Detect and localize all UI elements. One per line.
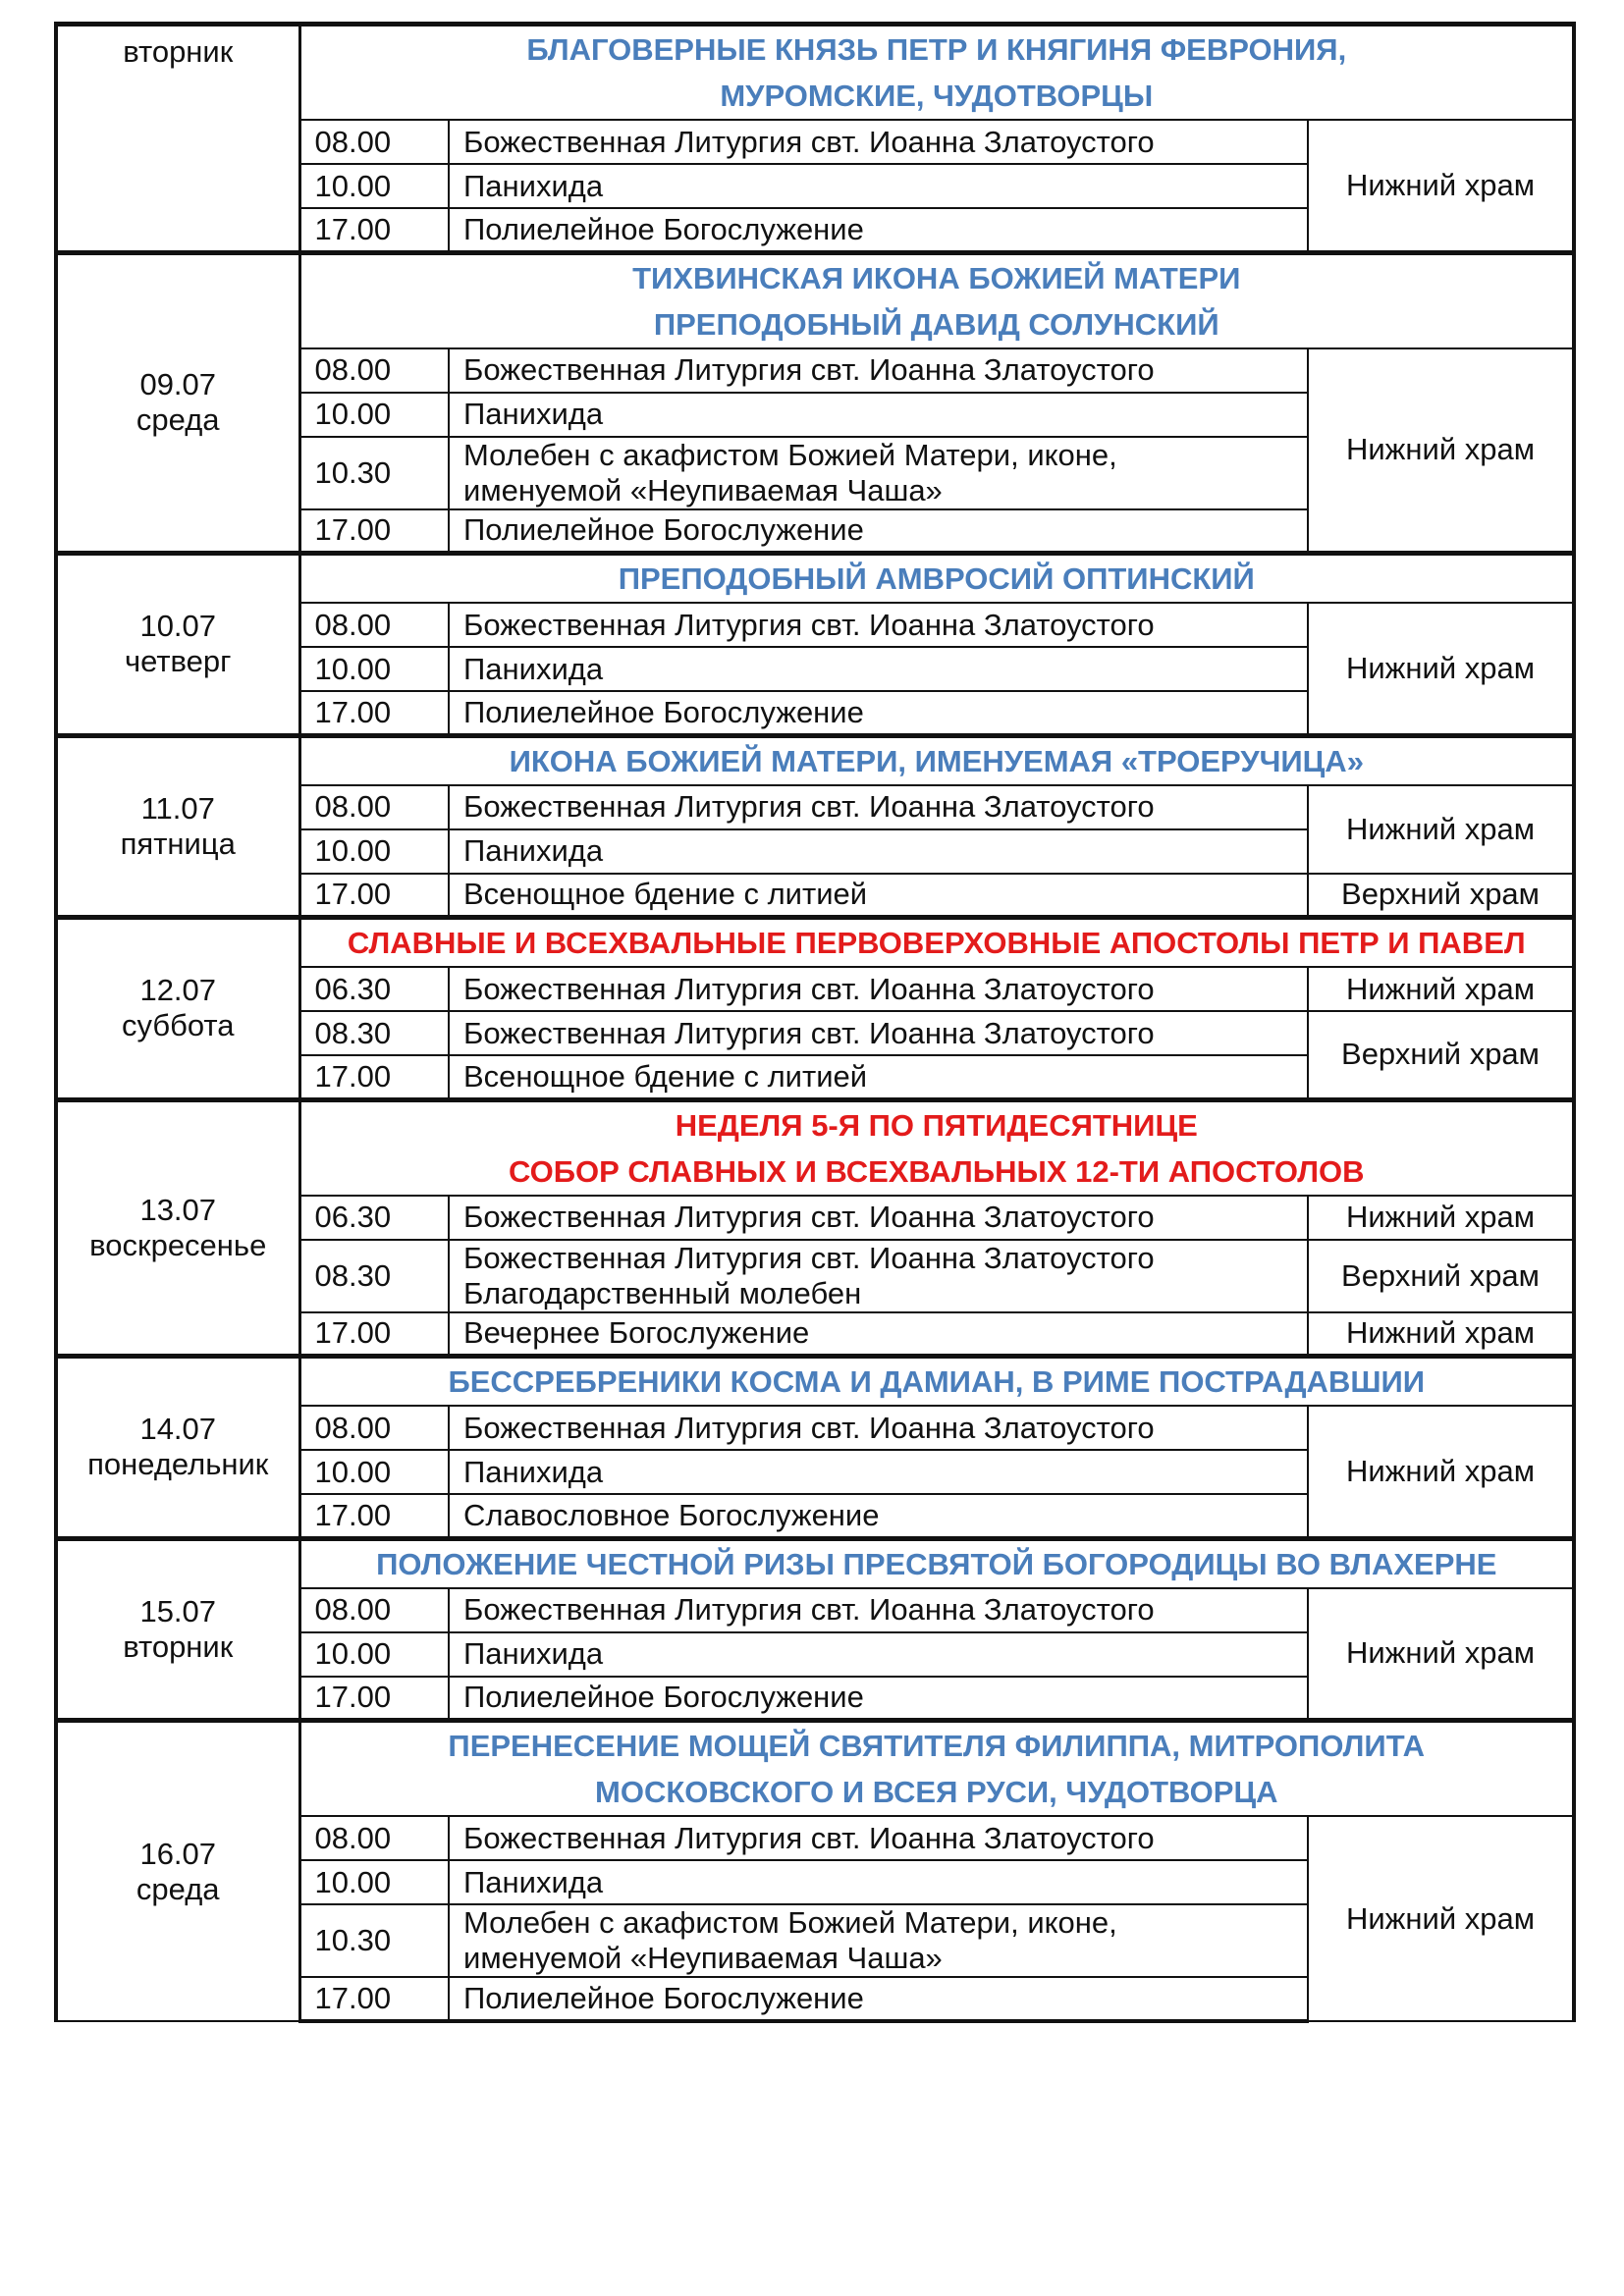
day-date: 11.07	[140, 790, 215, 826]
service-name: Божественная Литургия свт. Иоанна Златоустого	[449, 1406, 1308, 1450]
service-name: Божественная Литургия свт. Иоанна Златоустого	[449, 1196, 1308, 1240]
service-name: Панихида	[449, 829, 1308, 874]
service-place: Нижний храм	[1308, 785, 1574, 874]
service-line: Молебен с акафистом Божией Матери, иконе,	[463, 1905, 1117, 1940]
service-time: 17.00	[299, 509, 449, 554]
feast-line: БЛАГОВЕРНЫЕ КНЯЗЬ ПЕТР И КНЯГИНЯ ФЕВРОНИЯ,	[526, 32, 1347, 67]
day-weekday: понедельник	[87, 1447, 269, 1482]
service-time: 10.00	[299, 1632, 449, 1677]
service-time: 06.30	[299, 967, 449, 1011]
feast-line: НЕДЕЛЯ 5-Я ПО ПЯТИДЕСЯТНИЦЕ	[675, 1107, 1198, 1143]
service-time: 08.00	[299, 1406, 449, 1450]
service-place: Нижний храм	[1308, 1406, 1574, 1538]
day-weekday: среда	[135, 402, 220, 438]
service-name: Божественная Литургия свт. Иоанна Златоустого	[449, 785, 1308, 829]
service-name	[449, 437, 1308, 509]
service-name: Божественная Литургия свт. Иоанна Златоустого	[449, 603, 1308, 647]
service-name	[449, 1904, 1308, 1977]
service-name: Божественная Литургия свт. Иоанна Златоустого	[449, 120, 1308, 164]
service-time: 17.00	[299, 1677, 449, 1721]
service-place: Нижний храм	[1308, 120, 1574, 252]
service-time: 17.00	[299, 874, 449, 918]
service-time: 17.00	[299, 1055, 449, 1099]
service-place: Нижний храм	[1308, 603, 1574, 735]
service-line: Божественная Литургия свт. Иоанна Златоустого	[463, 1240, 1155, 1275]
service-name: Полиелейное Богослужение	[449, 509, 1308, 554]
service-place: Нижний храм	[1308, 1588, 1574, 1721]
day-cell	[56, 1721, 299, 2022]
feast-line: МУРОМСКИЕ, ЧУДОТВОРЦЫ	[720, 79, 1154, 113]
day-weekday: вторник	[123, 1629, 234, 1664]
service-time: 10.00	[299, 1450, 449, 1494]
day-cell	[56, 25, 299, 253]
service-time: 10.30	[299, 1904, 449, 1977]
feast-title	[299, 1357, 1574, 1407]
service-place: Верхний храм	[1308, 1240, 1574, 1312]
service-name: Панихида	[449, 1450, 1308, 1494]
service-place: Нижний храм	[1308, 348, 1574, 554]
feast-line: МОСКОВСКОГО И ВСЕЯ РУСИ, ЧУДОТВОРЦА	[595, 1775, 1278, 1809]
feast-line: ИКОНА БОЖИЕЙ МАТЕРИ, ИМЕНУЕМАЯ «ТРОЕРУЧИЦА»	[509, 743, 1364, 778]
service-name: Вечернее Богослужение	[449, 1312, 1308, 1357]
service-place: Нижний храм	[1308, 1196, 1574, 1240]
day-block	[56, 1721, 1574, 2022]
day-cell	[56, 554, 299, 736]
day-weekday: среда	[135, 1871, 220, 1906]
day-weekday: суббота	[121, 1008, 235, 1043]
service-place: Верхний храм	[1308, 874, 1574, 918]
day-weekday: воскресенье	[89, 1227, 267, 1262]
feast-title	[299, 252, 1574, 348]
service-time: 08.00	[299, 120, 449, 164]
service-time: 08.00	[299, 1816, 449, 1860]
day-cell	[56, 1099, 299, 1357]
day-date: 10.07	[139, 609, 217, 644]
feast-title	[299, 1099, 1574, 1196]
service-place: Нижний храм	[1308, 1312, 1574, 1357]
feast-title	[299, 1538, 1574, 1588]
feast-title	[299, 1721, 1574, 1817]
feast-line: СОБОР СЛАВНЫХ И ВСЕХВАЛЬНЫХ 12-ТИ АПОСТОЛОВ	[509, 1153, 1365, 1189]
service-time: 17.00	[299, 208, 449, 252]
service-place: Нижний храм	[1308, 967, 1574, 1011]
service-line: именуемой «Неупиваемая Чаша»	[463, 472, 943, 507]
service-line: Благодарственный молебен	[463, 1275, 862, 1310]
day-cell	[56, 1357, 299, 1539]
service-time: 08.30	[299, 1011, 449, 1055]
service-line: именуемой «Неупиваемая Чаша»	[463, 1941, 943, 1975]
feast-title	[299, 918, 1574, 968]
service-name: Божественная Литургия свт. Иоанна Златоустого	[449, 348, 1308, 393]
service-time: 17.00	[299, 1977, 449, 2021]
feast-line: ПЕРЕНЕСЕНИЕ МОЩЕЙ СВЯТИТЕЛЯ ФИЛИППА, МИТРОПОЛИТА	[448, 1729, 1426, 1763]
service-name: Панихида	[449, 647, 1308, 691]
feast-line: ПОЛОЖЕНИЕ ЧЕСТНОЙ РИЗЫ ПРЕСВЯТОЙ БОГОРОДИЦЫ ВО ВЛАХЕРНЕ	[376, 1546, 1497, 1581]
service-time: 08.00	[299, 785, 449, 829]
service-name: Панихида	[449, 1632, 1308, 1677]
service-name: Божественная Литургия свт. Иоанна Златоустого	[449, 1588, 1308, 1632]
day-cell	[56, 252, 299, 554]
service-time: 08.30	[299, 1240, 449, 1312]
feast-line: БЕССРЕБРЕНИКИ КОСМА И ДАМИАН, В РИМЕ ПОСТРАДАВШИИ	[448, 1364, 1426, 1399]
day-block	[56, 1357, 1574, 1539]
service-time: 08.00	[299, 1588, 449, 1632]
day-block	[56, 1538, 1574, 1721]
service-name: Панихида	[449, 164, 1308, 208]
service-time: 17.00	[299, 1312, 449, 1357]
service-time: 10.00	[299, 164, 449, 208]
day-block	[56, 554, 1574, 736]
feast-line: ТИХВИНСКАЯ ИКОНА БОЖИЕЙ МАТЕРИ	[632, 260, 1241, 295]
feast-line: СЛАВНЫЕ И ВСЕХВАЛЬНЫЕ ПЕРВОВЕРХОВНЫЕ АПОСТОЛЫ ПЕТР И ПАВЕЛ	[347, 926, 1526, 960]
service-time: 10.00	[299, 393, 449, 437]
service-name: Божественная Литургия свт. Иоанна Златоустого	[449, 967, 1308, 1011]
service-time: 17.00	[299, 691, 449, 735]
day-block	[56, 1099, 1574, 1357]
service-time: 08.00	[299, 603, 449, 647]
service-name: Всенощное бдение с литией	[449, 874, 1308, 918]
service-name: Божественная Литургия свт. Иоанна Златоустого	[449, 1011, 1308, 1055]
day-block	[56, 252, 1574, 554]
day-date: 09.07	[139, 367, 217, 402]
day-cell	[56, 1538, 299, 1721]
day-cell	[56, 735, 299, 918]
service-name: Всенощное бдение с литией	[449, 1055, 1308, 1099]
day-block	[56, 918, 1574, 1100]
service-line: Молебен с акафистом Божией Матери, иконе,	[463, 437, 1117, 472]
feast-title	[299, 735, 1574, 785]
service-time: 10.00	[299, 1860, 449, 1904]
service-name	[449, 1240, 1308, 1312]
day-date: 13.07	[139, 1192, 217, 1227]
day-block	[56, 25, 1574, 253]
service-name: Славословное Богослужение	[449, 1494, 1308, 1538]
schedule-table	[54, 22, 1576, 2023]
feast-line: ПРЕПОДОБНЫЙ АМВРОСИЙ ОПТИНСКИЙ	[618, 561, 1255, 596]
feast-title	[299, 25, 1574, 121]
service-name: Полиелейное Богослужение	[449, 1977, 1308, 2021]
service-name: Панихида	[449, 1860, 1308, 1904]
feast-line: ПРЕПОДОБНЫЙ ДАВИД СОЛУНСКИЙ	[653, 306, 1219, 342]
service-time: 06.30	[299, 1196, 449, 1240]
day-date: 12.07	[139, 973, 217, 1008]
day-weekday: четверг	[125, 644, 232, 679]
service-name: Полиелейное Богослужение	[449, 691, 1308, 735]
service-name: Полиелейное Богослужение	[449, 1677, 1308, 1721]
service-time: 10.30	[299, 437, 449, 509]
day-date: 16.07	[139, 1836, 217, 1871]
service-time: 10.00	[299, 647, 449, 691]
day-block	[56, 735, 1574, 918]
service-time: 17.00	[299, 1494, 449, 1538]
service-name: Панихида	[449, 393, 1308, 437]
day-date: 15.07	[139, 1593, 217, 1629]
feast-title	[299, 554, 1574, 604]
service-name: Божественная Литургия свт. Иоанна Златоустого	[449, 1816, 1308, 1860]
day-cell	[56, 918, 299, 1100]
day-date: 14.07	[139, 1412, 217, 1447]
day-weekday: пятница	[120, 826, 236, 861]
service-time: 08.00	[299, 348, 449, 393]
service-name: Полиелейное Богослужение	[449, 208, 1308, 252]
service-time: 10.00	[299, 829, 449, 874]
service-place: Верхний храм	[1308, 1011, 1574, 1099]
service-place: Нижний храм	[1308, 1816, 1574, 2021]
day-weekday: вторник	[123, 34, 234, 69]
